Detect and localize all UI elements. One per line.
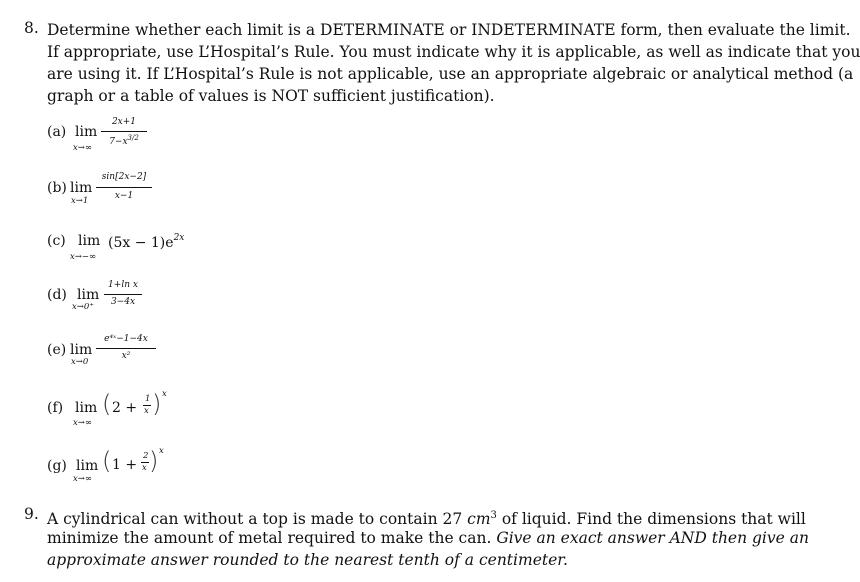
part-e-denominator: x² bbox=[121, 351, 131, 361]
part-f-fraction-numerator: 1 bbox=[145, 394, 151, 404]
question-9-unit-exponent: 3 bbox=[490, 510, 497, 521]
part-f-close-paren: ) bbox=[152, 390, 162, 418]
part-e-numerator: e⁴ˣ−1−4x bbox=[104, 334, 148, 344]
part-a-denominator: $7-x^{3/2}$ bbox=[109, 134, 139, 147]
part-g-close-paren: ) bbox=[149, 447, 159, 475]
part-e-lim-sub: x→0 bbox=[71, 357, 89, 367]
part-e-label: (e) bbox=[47, 342, 67, 358]
part-a-label: (a) bbox=[47, 124, 67, 140]
question-9-number: 9. bbox=[24, 505, 39, 523]
part-g-lim-sub: x→∞ bbox=[73, 474, 92, 484]
part-d-fraction-bar bbox=[104, 294, 142, 295]
question-9-line-1-pre: A cylindrical can without a top is made to contain 27 bbox=[47, 510, 468, 529]
part-g-base: 1 + bbox=[112, 457, 138, 473]
part-e-lim: lim bbox=[70, 342, 93, 358]
question-8-number: 8. bbox=[24, 19, 39, 37]
part-f-base: 2 + bbox=[112, 400, 138, 416]
part-a-lim: lim bbox=[75, 124, 98, 140]
part-f-lim-sub: x→∞ bbox=[73, 418, 92, 428]
part-g-lim: lim bbox=[76, 458, 99, 474]
part-b-label: (b) bbox=[47, 180, 67, 196]
part-g-open-paren: ( bbox=[102, 447, 112, 475]
question-8-line-3: are using it. If L’Hospital’s Rule is not applicable, use an appropriate algebraic or analytical method (a bbox=[47, 65, 854, 83]
part-c-base: (5x − 1)e bbox=[108, 235, 174, 251]
question-9-line-2-pre: minimize the amount of metal required to make the can. bbox=[47, 529, 497, 547]
part-c-lim: lim bbox=[78, 233, 101, 249]
part-c-label: (c) bbox=[47, 233, 66, 249]
part-a-numerator: 2x+1 bbox=[111, 117, 137, 127]
part-f-open-paren: ( bbox=[102, 390, 112, 418]
part-d-numerator: 1+ln x bbox=[108, 280, 138, 290]
question-9-line-2-italic: Give an exact answer AND then give an bbox=[496, 529, 809, 547]
part-c-exponent: 2x bbox=[173, 233, 185, 243]
question-9-line-2 bbox=[47, 527, 809, 549]
part-b-lim: lim bbox=[70, 180, 93, 196]
question-9-line-3: approximate answer rounded to the nearest tenth of a centimeter. bbox=[47, 551, 568, 569]
part-e-fraction-bar bbox=[96, 348, 156, 349]
part-g-fraction-numerator: 2 bbox=[143, 451, 149, 461]
part-b-fraction-bar bbox=[96, 187, 152, 188]
part-f-exponent: x bbox=[162, 389, 167, 399]
part-d-lim: lim bbox=[77, 287, 100, 303]
part-b-lim-sub: x→1 bbox=[71, 196, 89, 206]
question-8-line-2: If appropriate, use L’Hospital’s Rule. You must indicate why it is applicable, as well as indicate that you bbox=[47, 43, 860, 61]
part-a-lim-sub: x→∞ bbox=[73, 143, 92, 153]
part-c-expression bbox=[108, 233, 184, 251]
part-d-label: (d) bbox=[47, 287, 67, 303]
question-8-line-4: graph or a table of values is NOT sufficient justification). bbox=[47, 87, 495, 105]
part-a-fraction-bar bbox=[101, 131, 147, 132]
part-d-denominator: 3−4x bbox=[110, 297, 136, 307]
part-c-lim-sub: x→−∞ bbox=[70, 252, 97, 262]
part-f-lim: lim bbox=[75, 400, 98, 416]
question-8-line-1: Determine whether each limit is a DETERMINATE or INDETERMINATE form, then evaluate the limit. bbox=[47, 21, 851, 39]
part-b-denominator: x−1 bbox=[114, 191, 134, 201]
part-d-lim-sub: x→0⁺ bbox=[72, 302, 94, 312]
part-f-label: (f) bbox=[47, 400, 64, 416]
part-b-numerator: sin[2x−2] bbox=[101, 172, 147, 182]
part-g-exponent: x bbox=[159, 446, 164, 456]
part-g-label: (g) bbox=[47, 458, 67, 474]
question-9-line-1-post: of liquid. Find the dimensions that will bbox=[496, 510, 806, 529]
question-9-unit: cm bbox=[467, 510, 491, 529]
part-f-fraction-denominator: x bbox=[144, 406, 149, 416]
part-g-fraction-denominator: x bbox=[142, 463, 147, 473]
